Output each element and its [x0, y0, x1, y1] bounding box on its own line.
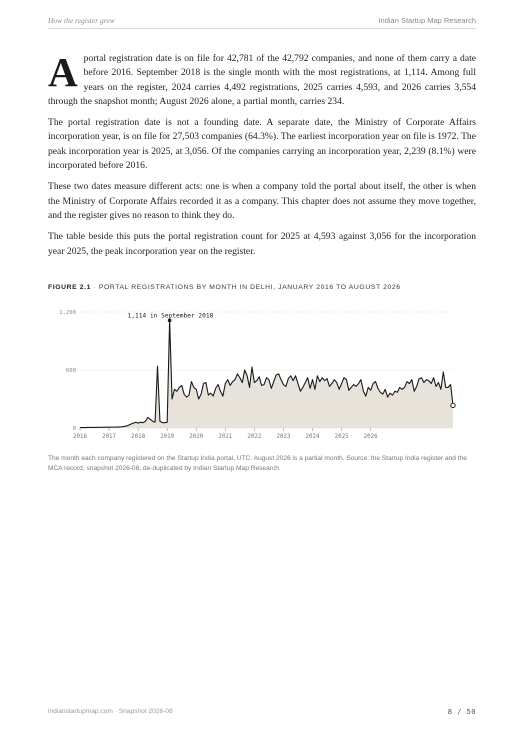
header-divider	[48, 28, 476, 29]
figure-note: The month each company registered on the Startup India portal, UTC. August 2026 is a partial month. Source: the Startup India register and the MCA record, snapshot 2026-08, de-duplicated by Indian Startup Map Research.	[48, 455, 467, 472]
figure-label: FIGURE 2.1	[48, 284, 92, 291]
x-tick-label: 2025	[334, 434, 349, 440]
paragraph-1-text: portal registration date is on file for 42,781 of the 42,792 companies, and none of them carry a date before 2016. September 2018 is the single month with the most registrations, at 1,114. Among full years on the register, 2024 carries 4,492 registrations, 2025 carries 4,593, and 2026 carries 3,554 through the snapshot month; August 2026 alone, a partial month, carries 234.	[48, 53, 476, 107]
registrations-area	[80, 320, 453, 428]
x-tick-label: 2017	[102, 434, 117, 440]
drop-cap: A	[48, 49, 78, 95]
y-tick-label: 600	[65, 368, 76, 374]
x-tick-label: 2016	[73, 434, 87, 440]
y-tick-label: 1,200	[59, 310, 76, 316]
chapter-title: How the register grew	[48, 16, 115, 25]
x-tick-label: 2020	[189, 434, 204, 440]
y-tick-label: 0	[72, 426, 76, 432]
footer-source: indianstartupmap.com · Snapshot 2026-08	[48, 708, 173, 715]
figure-title-text: PORTAL REGISTRATIONS BY MONTH IN DELHI, JANUARY 2016 TO AUGUST 2026	[98, 284, 401, 291]
x-tick-label: 2019	[160, 434, 175, 440]
body-text	[48, 49, 476, 266]
paragraph-1	[48, 49, 476, 109]
y-axis-ticks	[59, 310, 76, 432]
latest-marker	[451, 403, 455, 407]
paragraph-3: These two dates measure different acts: one is when a company told the portal about itself, the other is when the Ministry of Corporate Affairs recorded it as a company. This chapter does not assume they move together, and the register gives no reason to think they do.	[48, 181, 476, 221]
paragraph-4: The table beside this puts the portal registration count for 2025 at 4,593 against 3,056 for the incorporation year 2025, the peak incorporation year on the register.	[48, 231, 476, 257]
paragraph-2: The portal registration date is not a founding date. A separate date, the Ministry of Corporate Affairs incorporation year, is on file for 27,503 companies (64.3%). The earliest incorporation year on file is 1972. The peak incorporation year is 2025, at 3,056. Of the companies carrying an incorporation year, 2,239 (8.1%) were incorporated before 2016.	[48, 117, 476, 172]
peak-annotation: 1,114 in September 2018	[127, 312, 214, 320]
publication-name: Indian Startup Map Research	[378, 16, 476, 25]
x-tick-label: 2026	[363, 434, 378, 440]
x-tick-label: 2022	[247, 434, 262, 440]
registrations-chart	[48, 302, 476, 447]
x-tick-label: 2023	[276, 434, 291, 440]
page-number: 8 / 50	[447, 708, 476, 716]
page-footer	[48, 708, 476, 720]
figure-separator: ·	[93, 284, 97, 291]
x-axis-ticks	[73, 428, 378, 440]
x-tick-label: 2024	[305, 434, 320, 440]
x-tick-label: 2018	[131, 434, 146, 440]
figure-title	[48, 284, 476, 291]
x-tick-label: 2021	[218, 434, 233, 440]
